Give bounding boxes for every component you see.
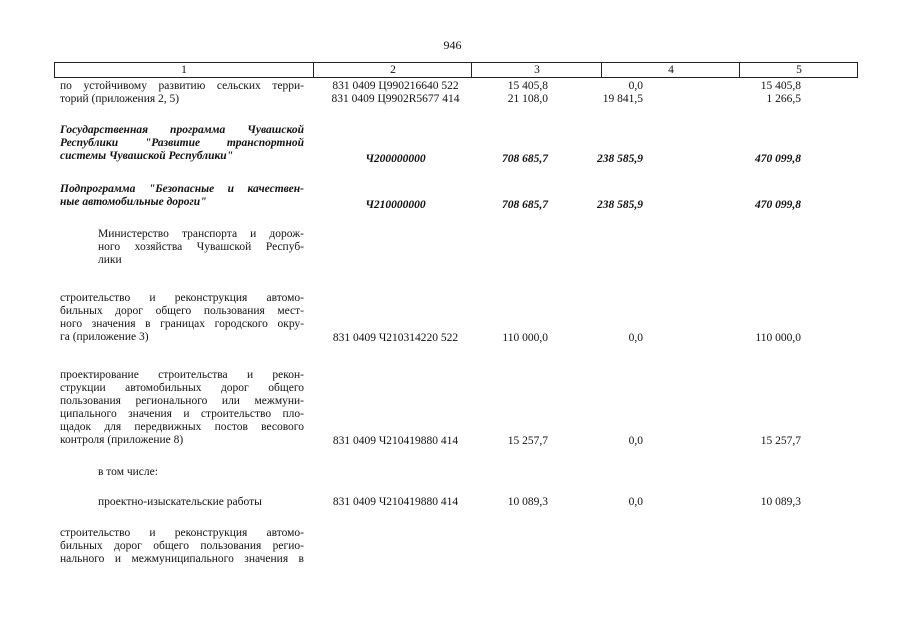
- row-code-line: 831 0409 Ц990216640 522: [332, 80, 459, 92]
- row-name-line: щадок для передвижных постов весового: [60, 421, 304, 433]
- row-value-col4: 0,0: [628, 332, 643, 344]
- row-name-line: строительство и реконструкция автомо-: [60, 292, 304, 304]
- row-value-col3: [470, 80, 548, 106]
- row-name-line: бильных дорог общего пользования мест-: [60, 305, 304, 317]
- row-value-col4: 0,0: [628, 496, 643, 508]
- row-value-col3: 15 257,7: [507, 435, 548, 447]
- row-name-line: ного хозяйства Чувашской Респуб-: [98, 241, 304, 253]
- header-col-3: 3: [471, 63, 602, 77]
- row-code: [318, 80, 473, 106]
- row-name-line: струкции автомобильных дорог общего: [60, 382, 304, 394]
- row-value-col5: 110 000,0: [755, 332, 801, 344]
- row-name-line: контроля (приложение 8): [60, 434, 184, 446]
- row-name-line: Министерство транспорта и дорож-: [98, 228, 304, 240]
- row-name-line: строительство и реконструкция автомо-: [60, 527, 304, 539]
- row-value-col4: 238 585,9: [597, 153, 643, 165]
- row-value-col3: 110 000,0: [502, 332, 548, 344]
- row-name-line: Подпрограмма "Безопасные и качествен-: [60, 183, 304, 195]
- header-col-2: 2: [313, 63, 472, 77]
- row-value: 0,0: [628, 80, 643, 92]
- row-value-col3: 10 089,3: [507, 496, 548, 508]
- header-col-1: 1: [181, 64, 187, 76]
- row-name-line: Государственная программа Чувашской: [60, 124, 304, 136]
- row-name-line: пользования регионального или межмуни-: [60, 395, 304, 407]
- row-value-col5: 10 089,3: [760, 496, 801, 508]
- row-value-col3: 708 685,7: [502, 199, 548, 211]
- row-name: [60, 124, 304, 163]
- row-name-line: торий (приложения 2, 5): [60, 93, 180, 105]
- row-name-line: нального и межмуниципального значения в: [60, 553, 304, 565]
- row-value-col3: 708 685,7: [502, 153, 548, 165]
- row-name-line: системы Чувашской Республики": [60, 150, 234, 162]
- row-code-line: 831 0409 Ц9902R5677 414: [331, 93, 460, 105]
- row-code: 831 0409 Ч210419880 414: [332, 496, 459, 508]
- row-name-line: проектирование строительства и рекон-: [60, 369, 304, 381]
- row-code: 831 0409 Ч210419880 414: [332, 435, 459, 447]
- row-name: в том числе:: [98, 466, 158, 478]
- row-name: [60, 80, 304, 106]
- row-value-col5: [700, 80, 801, 106]
- row-value: 19 841,5: [602, 93, 643, 105]
- row-name-line: га (приложение 3): [60, 331, 149, 343]
- row-value: 1 266,5: [766, 93, 801, 105]
- row-value: 21 108,0: [507, 93, 548, 105]
- header-col-4: 4: [601, 63, 740, 77]
- row-name: [60, 183, 304, 209]
- row-code: Ч200000000: [365, 153, 426, 165]
- row-name-line: ные автомобильные дороги": [60, 196, 207, 208]
- row-name: [60, 292, 304, 344]
- row-code: Ч210000000: [365, 199, 426, 211]
- header-col-5: 5: [739, 63, 858, 77]
- row-name: [98, 228, 304, 267]
- row-name: [60, 527, 304, 566]
- row-name: [60, 369, 304, 447]
- row-name-line: по устойчивому развитию сельских терри-: [60, 80, 304, 92]
- table-header: [54, 62, 858, 78]
- row-value: 15 405,8: [760, 80, 801, 92]
- row-name-line: ного значения в границах городского окру-: [60, 318, 304, 330]
- row-name-line: лики: [98, 254, 122, 266]
- row-value-col4: 238 585,9: [597, 199, 643, 211]
- row-value-col4: 0,0: [628, 435, 643, 447]
- row-name: проектно-изыскательские работы: [98, 496, 262, 508]
- row-code: 831 0409 Ч210314220 522: [332, 332, 459, 344]
- row-value-col5: 470 099,8: [755, 199, 801, 211]
- row-value-col5: 15 257,7: [760, 435, 801, 447]
- row-value-col4: [560, 80, 643, 106]
- page-number: 946: [443, 38, 462, 52]
- row-value: 15 405,8: [507, 80, 548, 92]
- row-value-col5: 470 099,8: [755, 153, 801, 165]
- row-name-line: Республики "Развитие транспортной: [60, 137, 304, 149]
- row-name-line: бильных дорог общего пользования регио-: [60, 540, 304, 552]
- row-name-line: ципального значения и строительство пло-: [60, 408, 304, 420]
